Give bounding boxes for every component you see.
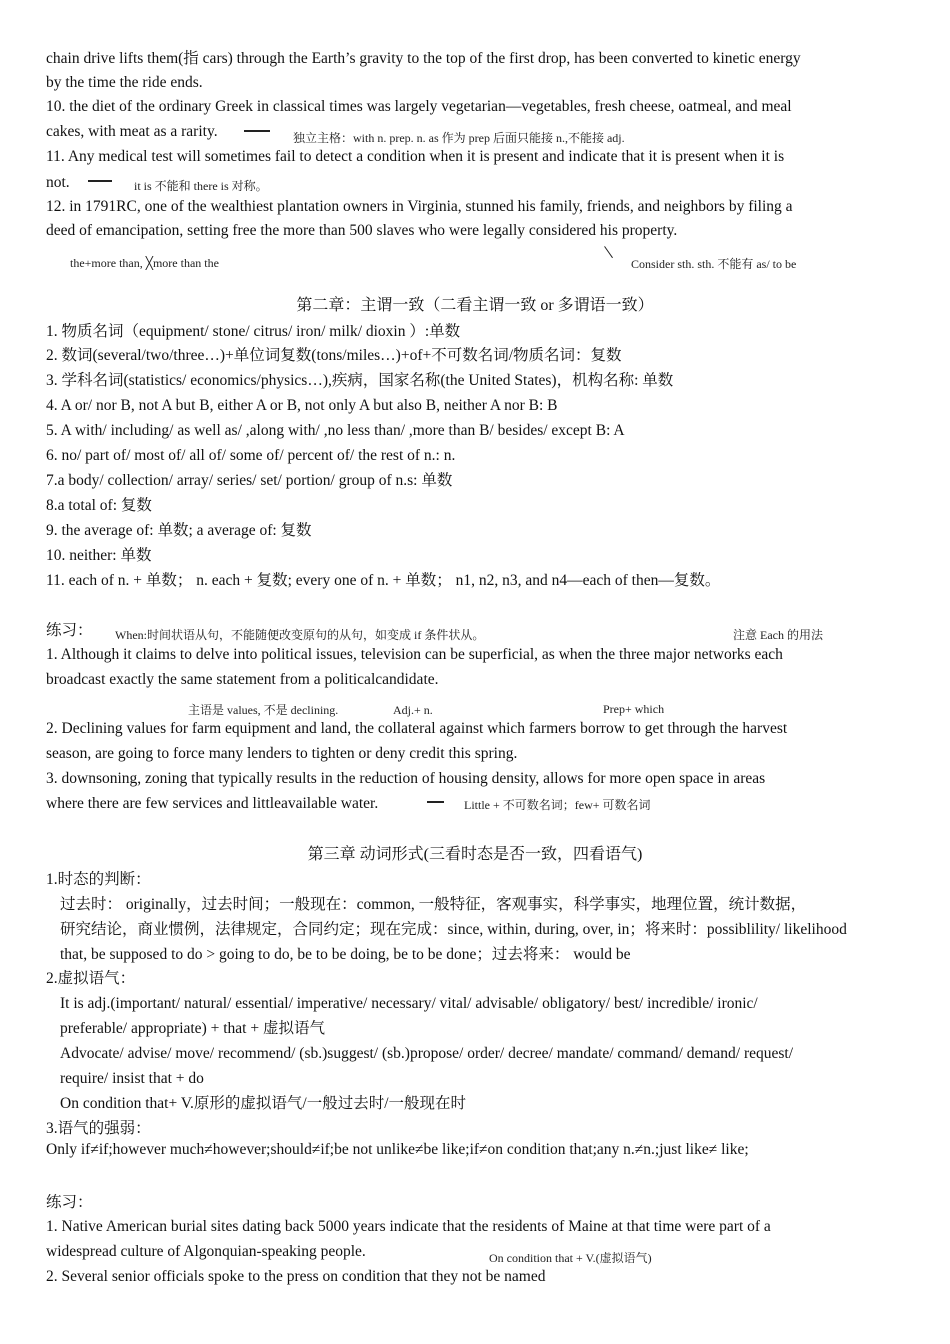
rule-line: 3.语气的强弱：: [46, 1120, 151, 1137]
rule-line: require/ insist that + do: [60, 1070, 204, 1087]
rule-line: 10. neither: 单数: [46, 547, 152, 564]
rule-line: 11. each of n. + 单数； n. each + 复数; every one of n. + 单数； n1, n2, n3, and n4—each of then—复数。: [46, 572, 721, 589]
handwritten-note: Adj.+ n.: [393, 703, 433, 717]
text-line: 11. Any medical test will sometimes fail to detect a condition when it is present and indicate that it is present when it is: [46, 148, 785, 165]
rule-line: It is adj.(important/ natural/ essential/ imperative/ necessary/ vital/ advisable/ obligatory/ best/ incredible/ ironic/: [60, 995, 758, 1012]
exercise-heading: 练习：: [46, 1194, 93, 1211]
annotation-mark: [604, 246, 613, 258]
rule-line: that, be supposed to do > going to do, be to be doing, be to be done；过去将来： would be: [60, 946, 631, 963]
rule-line: Advocate/ advise/ move/ recommend/ (sb.)suggest/ (sb.)propose/ order/ decree/ mandate/ command/ demand/ request/: [60, 1045, 794, 1062]
rule-line: 过去时： originally，过去时间；一般现在：common, 一般特征，客观事实，科学事实，地理位置，统计数据，: [60, 896, 807, 913]
rule-line: 8.a total of: 复数: [46, 497, 152, 514]
handwritten-note: When:时间状语从句，不能随便改变原句的从句，如变成 if 条件状从。: [115, 628, 485, 642]
text-line: by the time the ride ends.: [46, 74, 203, 91]
handwritten-note: Little + 不可数名词；few+ 可数名词: [464, 798, 651, 812]
rule-line: 4. A or/ nor B, not A but B, either A or B, not only A but also B, neither A nor B: B: [46, 397, 558, 414]
text-line: 12. in 1791RC, one of the wealthiest plantation owners in Virginia, stunned his family, friends, and neighbors by filing a: [46, 198, 793, 215]
text-line: widespread culture of Algonquian-speaking people.: [46, 1243, 366, 1260]
handwritten-note: it is 不能和 there is 对称。: [134, 179, 268, 193]
annotation-dash: [88, 180, 112, 182]
chapter-heading: 第三章 动词形式(三看时态是否一致，四看语气): [307, 846, 643, 863]
text-line: 2. Declining values for farm equipment and land, the collateral against which farmers borrow to get through the harvest: [46, 720, 788, 737]
handwritten-note: 主语是 values, 不是 declining.: [188, 703, 339, 717]
exercise-heading: 练习：: [46, 622, 93, 639]
annotation-dash: [244, 130, 270, 132]
rule-line: 1. 物质名词（equipment/ stone/ citrus/ iron/ milk/ dioxin ）:单数: [46, 323, 461, 340]
text-line: season, are going to force many lenders to tighten or deny credit this spring.: [46, 745, 518, 762]
rule-line: 2.虚拟语气：: [46, 970, 136, 987]
handwritten-note: the+more than, ╳more than the: [70, 256, 219, 270]
text-line: broadcast exactly the same statement from a politicalcandidate.: [46, 671, 439, 688]
chapter-heading: 第二章：主谓一致（二看主谓一致 or 多谓语一致）: [296, 297, 654, 314]
rule-line: On condition that+ V.原形的虚拟语气/一般过去时/一般现在时: [60, 1095, 467, 1112]
text-line: where there are few services and littleavailable water.: [46, 795, 379, 812]
rule-line: preferable/ appropriate) + that + 虚拟语气: [60, 1020, 325, 1037]
handwritten-note: Consider sth. sth. 不能有 as/ to be: [631, 257, 797, 271]
rule-line: Only if≠if;however much≠however;should≠if;be not unlike≠be like;if≠on condition that;any n.≠n.;just like≠ like;: [46, 1141, 749, 1158]
rule-line: 6. no/ part of/ most of/ all of/ some of/ percent of/ the rest of n.: n.: [46, 447, 456, 464]
text-line: 2. Several senior officials spoke to the press on condition that they not be named: [46, 1268, 546, 1285]
text-line: 3. downsoning, zoning that typically results in the reduction of housing density, allows for more open space in areas: [46, 770, 766, 787]
rule-line: 2. 数词(several/two/three…)+单位词复数(tons/miles…)+of+不可数名词/物质名词：复数: [46, 347, 622, 364]
text-line: not.: [46, 174, 70, 191]
rule-line: 研究结论，商业惯例，法律规定，合同约定；现在完成：since, within, during, over, in；将来时：possiblility/ likelihood: [60, 921, 847, 938]
text-line: chain drive lifts them(指 cars) through the Earth’s gravity to the top of the first drop, has been converted to kinetic energy: [46, 50, 801, 67]
text-line: 1. Although it claims to delve into political issues, television can be superficial, as when the three major networks each: [46, 646, 783, 663]
rule-line: 5. A with/ including/ as well as/ ,along with/ ,no less than/ ,more than B/ besides/ except B: A: [46, 422, 625, 439]
handwritten-note: Prep+ which: [603, 702, 665, 716]
handwritten-note: 注意 Each 的用法: [733, 628, 823, 642]
annotation-dash: [427, 801, 444, 803]
text-line: cakes, with meat as a rarity.: [46, 123, 218, 140]
handwritten-note: 独立主格：with n. prep. n. as 作为 prep 后面只能接 n.,不能接 adj.: [293, 131, 625, 145]
rule-line: 3. 学科名词(statistics/ economics/physics…),疾病，国家名称(the United States)，机构名称: 单数: [46, 372, 674, 389]
text-line: deed of emancipation, setting free the more than 500 slaves who were legally considered his property.: [46, 222, 678, 239]
text-line: 10. the diet of the ordinary Greek in classical times was largely vegetarian—vegetables, fresh cheese, oatmeal, and meal: [46, 98, 792, 115]
handwritten-note: On condition that + V.(虚拟语气): [489, 1251, 652, 1265]
rule-line: 9. the average of: 单数; a average of: 复数: [46, 522, 312, 539]
rule-line: 1.时态的判断：: [46, 871, 151, 888]
rule-line: 7.a body/ collection/ array/ series/ set/ portion/ group of n.s: 单数: [46, 472, 453, 489]
text-line: 1. Native American burial sites dating back 5000 years indicate that the residents of Maine at that time were part of a: [46, 1218, 771, 1235]
